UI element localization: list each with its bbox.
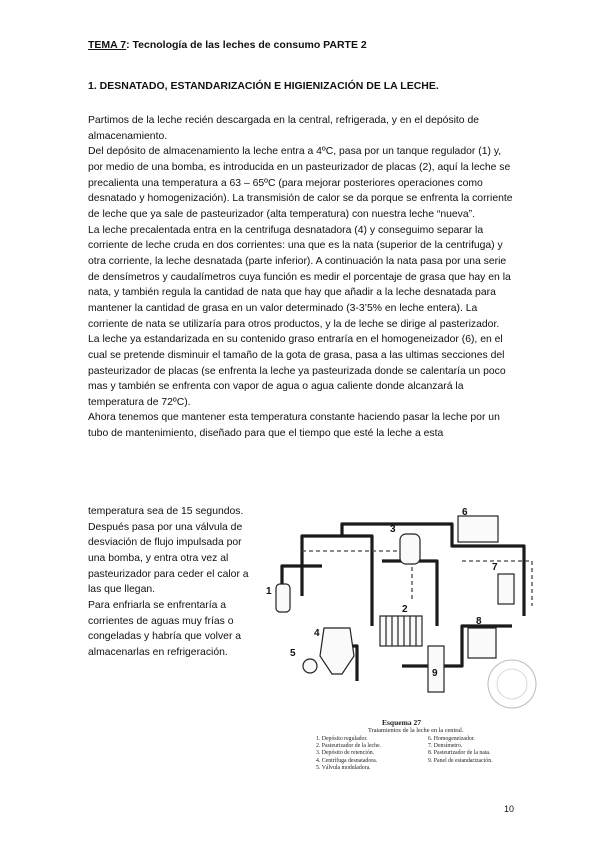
page-header [88,39,367,51]
side-text [88,504,256,661]
paragraph: Ahora tenemos que mantener esta temperatura constante haciendo pasar la leche por un tubo de mantenimiento, diseñado para que el tiempo que esté la leche a esta [88,412,500,440]
legend-item: 4. Centrífuga desnatadora. [316,757,378,764]
side-paragraph: Después pasa por una válvula de desviación de flujo impulsada por una bomba, y entra otra vez al pasteurizador para ceder el calor a las que llegan. [88,521,249,596]
regulator-tank-shape [276,584,290,612]
paragraph: La leche precalentada entra en la centrifuga desnatadora (4) y conseguimo separar la corriente de leche cruda en dos corrientes: una que es la nata (superior de la centrifuga) y otra corriente, la leche desnatada (parte inferior). A continuación la nata pasa por una serie de densímetros y caudalímetros cuya función es medir el porcentaje de grasa que hay en la nata, y también regula la cantidad de nata que hay que añadir a la leche desnatada para mantener la cantidad de grasa en un valor determinado (3-3’5% en leche entera). La corriente de nata se utilizaría para otros productos, y la de leche se dirige al pasterizador. [88,224,511,330]
legend-item: 6. Homogeneizador. [428,736,475,742]
legend-item: 1. Depósito regulador. [316,736,368,742]
holding-tank-shape [400,534,420,564]
stamp-seal [488,660,536,708]
paragraph: Partimos de la leche recién descargada en la central, refrigerada, y en el depósito de almacenamiento. [88,115,480,142]
pump-shape [303,659,317,673]
paragraph: Del depósito de almacenamiento la leche entra a 4ºC, pasa por un tanque regulador (1) y, por medio de una bomba, es introducida en un pasteurizador de placas (2), aquí la leche se precalienta una temperatura a 63 – 65ºC (para mejorar posteriores operaciones como desnatado y homogenización). La transmisión de calor se da porque se enfrenta la corriente de leche que ya sale de pasteurizador (alta temperatura) con nuestra leche “nueva”. [88,146,513,220]
side-paragraph: temperatura sea de 15 segundos. [88,506,244,517]
centrifuge-shape [320,628,354,674]
legend-item: 3. Depósito de retención. [316,750,375,757]
pipe-main-loop [302,536,372,626]
diagram-label-3: 3 [390,524,396,535]
header-title: : Tecnología de las leches de consumo PARTE 2 [126,39,367,51]
diagram-label-7: 7 [492,562,498,573]
caption-subtitle: Tratamientos de la leche en la central. [368,727,464,734]
cream-pasteurizer-shape [468,628,496,658]
process-diagram [262,506,550,722]
diagram-label-4: 4 [314,628,320,639]
process-diagram-svg [262,506,550,722]
diagram-label-6: 6 [462,507,468,518]
section-title: 1. DESNATADO, ESTANDARIZACIÓN E HIGIENIZACIÓN DE LA LECHE. [88,80,439,92]
legend-item: 5. Válvula moduladora. [316,764,371,771]
stamp-seal-inner [497,669,527,699]
figure-legend [300,736,540,772]
page-number: 10 [504,804,515,814]
diagram-label-1: 1 [266,586,272,597]
legend-item: 2. Pasteurizador de la leche. [316,743,382,750]
homogenizer-shape [458,516,498,542]
paragraph: La leche ya estandarizada en su contenido graso entraría en el homogeneizador (6), en el cual se pretende disminuir el tamaño de la gota de grasa, pasa a las ultimas secciones del pasteurizador de placas (se enfrenta la leche ya pasteurizada donde se calentaría un poco mas y también se enfrenta con vapor de agua o agua caliente donde alcanzará la temperatura de 72ºC). [88,334,506,408]
topic-label: TEMA 7 [88,39,127,51]
diagram-label-8: 8 [476,616,482,627]
legend-item: 8. Pasteurizador de la nata. [428,750,491,757]
diagram-label-2: 2 [402,604,408,615]
legend-item: 7. Densímetro. [428,743,463,750]
pipe-dashed-upper [302,551,412,601]
caption-title: Esquema 27 [382,718,421,727]
figure-caption [300,718,540,772]
body-text [88,113,514,442]
side-paragraph: Para enfriarla se enfrentaría a corrientes de aguas muy frías o congeladas y habría que volver a almacenarlas en refrigeración. [88,599,242,658]
legend-column-right [428,736,538,772]
densimeter-shape [498,574,514,604]
diagram-label-5: 5 [290,648,296,659]
diagram-label-9: 9 [432,668,438,679]
legend-column-left [316,736,428,772]
legend-item: 9. Panel de estandarización. [428,757,493,764]
